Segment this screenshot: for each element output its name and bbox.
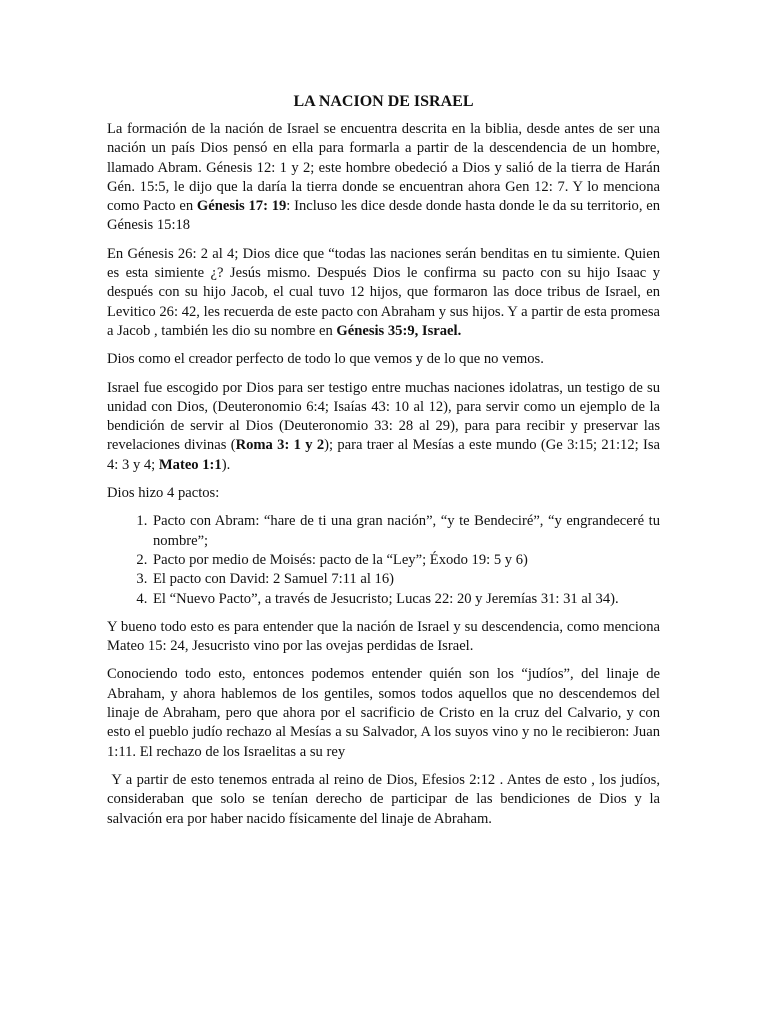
paragraph-escogido: [107, 379, 660, 475]
paragraph-formacion: [107, 120, 660, 236]
paragraph-text: En Génesis 26: 2 al 4; Dios dice que “todas las naciones serán benditas en tu simiente. Quien es esta simiente ¿? Jesús mismo. Después Dios le confirma su pacto con su hijo Isaac y después con su hijo Jacob, el cual tuvo 12 hijos, que formaron las doce tribus de Israel, en Levitico 26: 42, les recuerda de este pacto con Abraham y sus hijos. Y a partir de esta promesa a Jacob , también les dio su nombre en: [107, 245, 660, 339]
paragraph-text: La formación de la nación de Israel se encuentra descrita en la biblia, desde antes de ser una nación un país Dios pensó en ella para formarla a partir de la descendencia de un hombre, llamado Abram. Génesis 12: 1 y 2; este hombre obedeció a Dios y salió de la tierra de Harán Gén. 15:5, le dijo que la daría la tierra donde se encuentran ahora Gen 12: 7. Y lo menciona como Pacto en: [107, 121, 660, 215]
list-item: 1. Pacto con Abram: “hare de ti una gran nación”, “y te Bendeciré”, “y engrandeceré tu nombre”;: [151, 512, 660, 551]
pactos-list: [107, 512, 660, 608]
list-item: 4. El “Nuevo Pacto”, a través de Jesucristo; Lucas 22: 20 y Jeremías 31: 31 al 34).: [151, 590, 660, 609]
list-item: 3. El pacto con David: 2 Samuel 7:11 al 16): [151, 570, 660, 589]
paragraph-pactos-intro: Dios hizo 4 pactos:: [107, 485, 220, 502]
paragraph-reino: Y a partir de esto tenemos entrada al reino de Dios, Efesios 2:12 . Antes de esto , los judíos, consideraban que solo se tenían derecho de participar de las bendiciones de Dios y la salvación era por haber nacido físicamente del linaje de Abraham.: [107, 771, 664, 827]
paragraph-genesis: [107, 245, 660, 341]
paragraph-descendencia: Y bueno todo esto es para entender que la nación de Israel y su descendencia, como menciona Mateo 15: 24, Jesucristo vino por las ovejas perdidas de Israel.: [107, 618, 660, 655]
document-title: LA NACION DE ISRAEL: [293, 93, 474, 110]
document-page: [107, 92, 664, 838]
paragraph-creador: Dios como el creador perfecto de todo lo que vemos y de lo que no vemos.: [107, 351, 544, 368]
bold-reference: Roma 3: 1 y 2: [235, 437, 325, 454]
bold-reference: Mateo 1:1: [158, 456, 222, 473]
list-item: 2. Pacto por medio de Moisés: pacto de la “Ley”; Éxodo 19: 5 y 6): [151, 551, 660, 570]
paragraph-judios: Conociendo todo esto, entonces podemos entender quién son los “judíos”, del linaje de Abraham, y ahora hablemos de los gentiles, somos todos aquellos que no descendemos del linaje de Abraham, pero que ahora por el sacrificio de Cristo en la cruz del Calvario, y con esto el pueblo judío rechazo al Mesías a su Salvador, A los suyos vino y no le recibieron: Juan 1:11. El rechazo de los Israelitas a su rey: [107, 666, 660, 760]
bold-reference: Génesis 35:9, Israel.: [336, 322, 462, 339]
paragraph-text: ); para traer al Mesías a este mundo (Ge 3:15; 21:12; Isa 4: 3 y 4;: [107, 437, 660, 473]
paragraph-text: : Incluso les dice desde donde hasta donde le da su territorio, en Génesis 15:18: [107, 198, 660, 234]
bold-reference: Génesis 17: 19: [196, 198, 287, 215]
paragraph-text: ).: [221, 456, 231, 473]
paragraph-text: Israel fue escogido por Dios para ser testigo entre muchas naciones idolatras, un testigo de su unidad con Dios, (Deuteronomio 6:4; Isaías 43: 10 al 12), para servir como un ejemplo de la bendición de servir al Dios (Deuteronomio 33: 28 al 29), para para recibir y preservar las revelaciones divinas (: [107, 379, 660, 454]
